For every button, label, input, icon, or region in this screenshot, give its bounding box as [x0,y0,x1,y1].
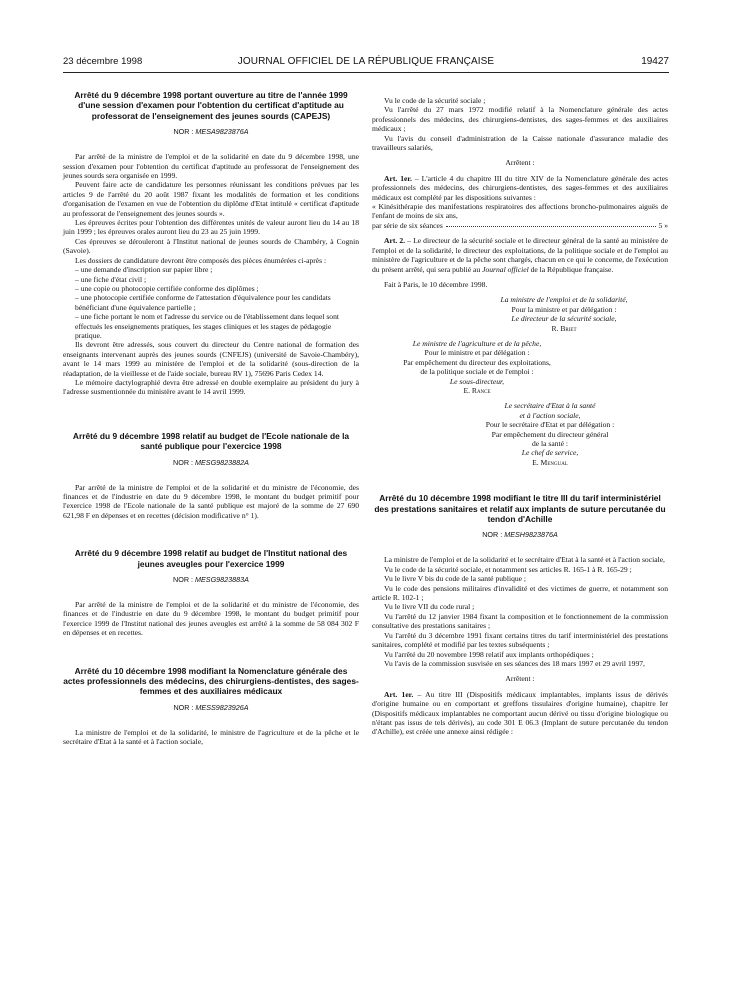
arretent-heading: Arrêtent : [505,158,535,168]
article-title: Arrêté du 9 décembre 1998 relatif au budget de l'Ecole nationale de la santé publique pour l'exercice 1998 [72,430,350,452]
signature-date: Fait à Paris, le 10 décembre 1998. [384,279,488,289]
signature-block-3 [372,401,668,467]
nor-reference [63,458,359,467]
article-label: Art. 1er. [384,173,412,183]
paragraph: Par arrêté de la ministre de l'emploi et de la solidarité en date du 9 décembre 1998, une session d'examen pour l'obtention du certificat d'aptitude au professorat de l'enseignement des jeunes sourds sera organisée en 1999. [63,152,359,181]
nor-label: NOR : [482,530,503,540]
nor-reference [63,127,359,136]
delegation-line: de la santé : [531,439,569,448]
paragraph: Peuvent faire acte de candidature les personnes réunissant les conditions prévues par les articles 9 de l'arrêté du 20 août 1987 fixant les modalités de formation et les conditions d'organisation de l'examen en vue de l'obtention du diplôme d'Etat intitulé « certificat d'aptitude au professorat de l'enseignement des jeunes sourds ». [63,180,359,218]
journal-title: JOURNAL OFFICIEL DE LA RÉPUBLIQUE FRANÇAISE [237,56,495,67]
article-1 [372,174,668,202]
article-label: Art. 1er. [384,689,414,699]
delegation-line: Par empêchement du directeur des exploitations, [403,357,551,367]
delegation-line: Par empêchement du directeur général [491,429,609,439]
signatory-name: E. Mengual [532,457,568,467]
paragraph: Vu l'arrêté du 12 janvier 1984 fixant la composition et le fonctionnement de la commission consultative des prestations sanitaires ; [372,611,668,631]
article-2 [372,236,668,274]
list-item: – une fiche portant le nom et l'adresse du service ou de l'établissement dans lequel sont effectués les enseignements pratiques, les stages cliniques et les stages de pédagogie pratique. [75,312,340,340]
quote-value: 5 » [658,220,668,230]
signatory-title: La ministre de l'emploi et de la solidarité, [500,295,628,305]
article-1 [372,690,668,737]
article-text: – L'article 4 du chapitre III du titre XIV de la Nomenclature générale des actes professionnels des médecins, des chirurgiens-dentistes, des sages-femmes et des auxiliaires médicaux est complété par les dispositions suivantes : [372,173,668,202]
nor-label: NOR : [173,127,194,137]
article-title: Arrêté du 9 décembre 1998 relatif au budget de l'Institut national des jeunes aveugles pour l'exercice 1999 [74,548,348,569]
signatory-title: et à l'action sociale, [519,410,581,420]
nor-code: MESG9823882A [195,457,249,467]
nor-code: MESG9823883A [195,575,249,585]
signatory-role: Le sous-directeur, [449,376,505,386]
nor-code: MESA9823876A [195,127,249,137]
dot-leader [446,221,656,227]
nor-reference [63,703,359,712]
paragraph: Vu le code de la sécurité sociale, et notamment ses articles R. 165-1 à R. 165-29 ; [384,564,632,574]
paragraph: Vu le code de la sécurité sociale ; [384,96,486,105]
article-title: Arrêté du 10 décembre 1998 modifiant le titre III du tarif interministériel des prestations sanitaires et relatif aux implants de suture percutanée du tendon d'Achille [374,493,666,525]
paragraph: Le mémoire dactylographié devra être adressé en double exemplaire au président du jury à l'adresse susmentionnée du ministère avant le 14 avril 1999. [63,377,359,397]
paragraph: La ministre de l'emploi et de la solidarité et le secrétaire d'Etat à la santé et à l'action sociale, [384,555,665,565]
arretent-heading: Arrêtent : [505,674,535,684]
paragraph: Vu l'arrêté du 3 décembre 1991 fixant certains titres du tarif interministériel des prestations sanitaires, complété et modifié par les textes subséquents ; [372,630,668,650]
nor-reference [63,575,359,584]
delegation-line: Pour le ministre et par délégation : [424,348,530,358]
paragraph: Vu le livre VII du code rural ; [384,602,475,612]
article-label: Art. 2. [384,236,406,246]
page-header [63,56,669,70]
header-date: 23 décembre 1998 [63,56,143,67]
paragraph: Vu le code des pensions militaires d'invalidité et des victimes de guerre, et notamment son article R. 102-1 ; [372,583,668,603]
delegation-line: Pour la ministre et par délégation : [511,304,617,314]
signatory-title: Le ministre de l'agriculture et de la pêche, [412,338,542,348]
nor-code: MESH9823876A [504,530,558,540]
paragraph: Vu l'avis de la commission susvisée en ses séances des 18 mars 1997 et 29 avril 1997, [384,658,645,668]
article-text: – Le directeur de la sécurité sociale et le directeur général de la santé au ministère de l'emploi et de la solidarité, le directeur des exploitations, de la politique sociale et de l'emploi au ministère de l'agriculture et de la pêche sont chargés, chacun en ce qui le concerne, de l'exécution du présent arrêté, qui sera publié au [372,236,668,274]
paragraph: La ministre de l'emploi et de la solidarité, le ministre de l'agriculture et de la pêche et le secrétaire d'Etat à la santé et à l'action sociale, [63,727,359,747]
signatory-name: R. Briet [551,323,577,333]
paragraph: Vu l'arrêté du 27 mars 1972 modifié relatif à la Nomenclature générale des actes professionnels des médecins, des chirurgiens-dentistes, des sages-femmes et des auxiliaires médicaux ; [372,105,668,134]
paragraph: Vu l'arrêté du 20 novembre 1998 relatif aux implants orthopédiques ; [384,649,594,659]
list-item: – une photocopie certifiée conforme de l'attestation d'équivalence pour les candidats bénéficiant d'une équivalence partielle ; [75,293,331,312]
article-text: – Au titre III (Dispositifs médicaux implantables, implants issus de dérivés d'origine humaine ou en comportant et greffons tissulaires d'origine humaine), chapitre Ier (Dispositifs médicaux implantables ne comportant aucun dérivé ou tissu d'origine biologique ou n'étant pas issus de tels dérivés), au code 301 E 06.3 (Implant de suture percutanée du tendon d'Achille), est créée une annexe ainsi rédigée : [372,689,669,737]
article-title: Arrêté du 10 décembre 1998 modifiant la Nomenclature générale des actes professionnels des médecins, des chirurgiens-dentistes, des sages-femmes et des auxiliaires médicaux [63,665,359,697]
journal-officiel-ref: Journal officiel [482,264,529,274]
nor-code: MESS9823926A [195,702,249,712]
right-column [372,96,668,737]
paragraph: Les épreuves écrites pour l'obtention des différentes unités de valeur auront lieu du 14 au 18 juin 1999 ; les épreuves orales auront lieu du 23 au 25 juin 1999. [63,218,359,237]
paragraph: Vu le livre V bis du code de la santé publique ; [384,574,527,584]
list-item: – une fiche d'état civil ; [75,274,147,284]
paragraph: Par arrêté de la ministre de l'emploi et de la solidarité et du ministre de l'économie, des finances et de l'industrie en date du 9 décembre 1998, le montant du budget primitif pour l'exercice 1999 de l'Institut national des jeunes aveugles est arrêté à la somme de 58 084 302 F en dépenses et en recettes. [63,600,359,638]
paragraph: Vu l'avis du conseil d'administration de la Caisse nationale d'assurance maladie des travailleurs salariés, [372,133,668,153]
signatory-title: Le secrétaire d'Etat à la santé [504,401,596,411]
nor-label: NOR : [173,702,194,712]
header-rule [63,72,669,73]
quote-line: « Kinésithérapie des manifestations respiratoires des affections broncho-pulmonaires aiguës de l'enfant de moins de six ans, [372,202,668,221]
delegation-line: Pour le secrétaire d'Etat et par délégation : [485,420,615,430]
nor-label: NOR : [173,575,193,585]
paragraph: Les dossiers de candidature devront être composés des pièces énumérées ci-après : [75,255,327,265]
signatory-name: E. Rance [463,385,491,395]
signatory-role: Le directeur de la sécurité sociale, [511,314,617,324]
delegation-line: de la politique sociale et de l'emploi : [420,367,534,377]
quote-tariff-line [372,221,668,230]
quote-text: par série de six séances [372,220,443,230]
signature-block-2 [372,339,582,395]
article-text-end: de la République française. [528,264,614,274]
left-column [63,90,359,747]
list-item: – une demande d'inscription sur papier libre ; [75,265,213,275]
paragraph: Ils devront être adressés, sous couvert du directeur du Centre national de formation des enseignants intervenant auprès des jeunes sourds (CNFEJS) (université de Savoie-Chambéry), avant le 14 mars 1999 au ministère de l'emploi et de la solidarité (sous-direction de la réadaptation, de la vieillesse et de l'aide sociale, bureau RV 1), 75696 Paris Cedex 14. [63,340,359,378]
page-number: 19427 [641,56,669,67]
signatory-role: Le chef de service, [521,448,579,458]
paragraph: Ces épreuves se dérouleront à l'Institut national de jeunes sourds de Chambéry, à Cognin (Savoie). [63,236,359,256]
nor-label: NOR : [173,457,193,467]
article-title: Arrêté du 9 décembre 1998 portant ouverture au titre de l'année 1999 d'une session d'examen pour l'obtention du certificat d'aptitude au professorat de l'enseignement des jeunes sourds (CAPEJS) [74,90,348,121]
signature-block-1 [372,295,668,333]
list-item: – une copie ou photocopie certifiée conforme des diplômes ; [75,283,259,293]
nor-reference [372,530,668,539]
paragraph: Par arrêté de la ministre de l'emploi et de la solidarité et du ministre de l'économie, des finances et de l'industrie en date du 9 décembre 1998, le montant du budget primitif pour l'exercice 1998 de l'Ecole nationale de la santé publique est majoré de la somme de 27 690 621,98 F en dépenses et en recettes (décision modificative n° 1). [63,482,359,520]
